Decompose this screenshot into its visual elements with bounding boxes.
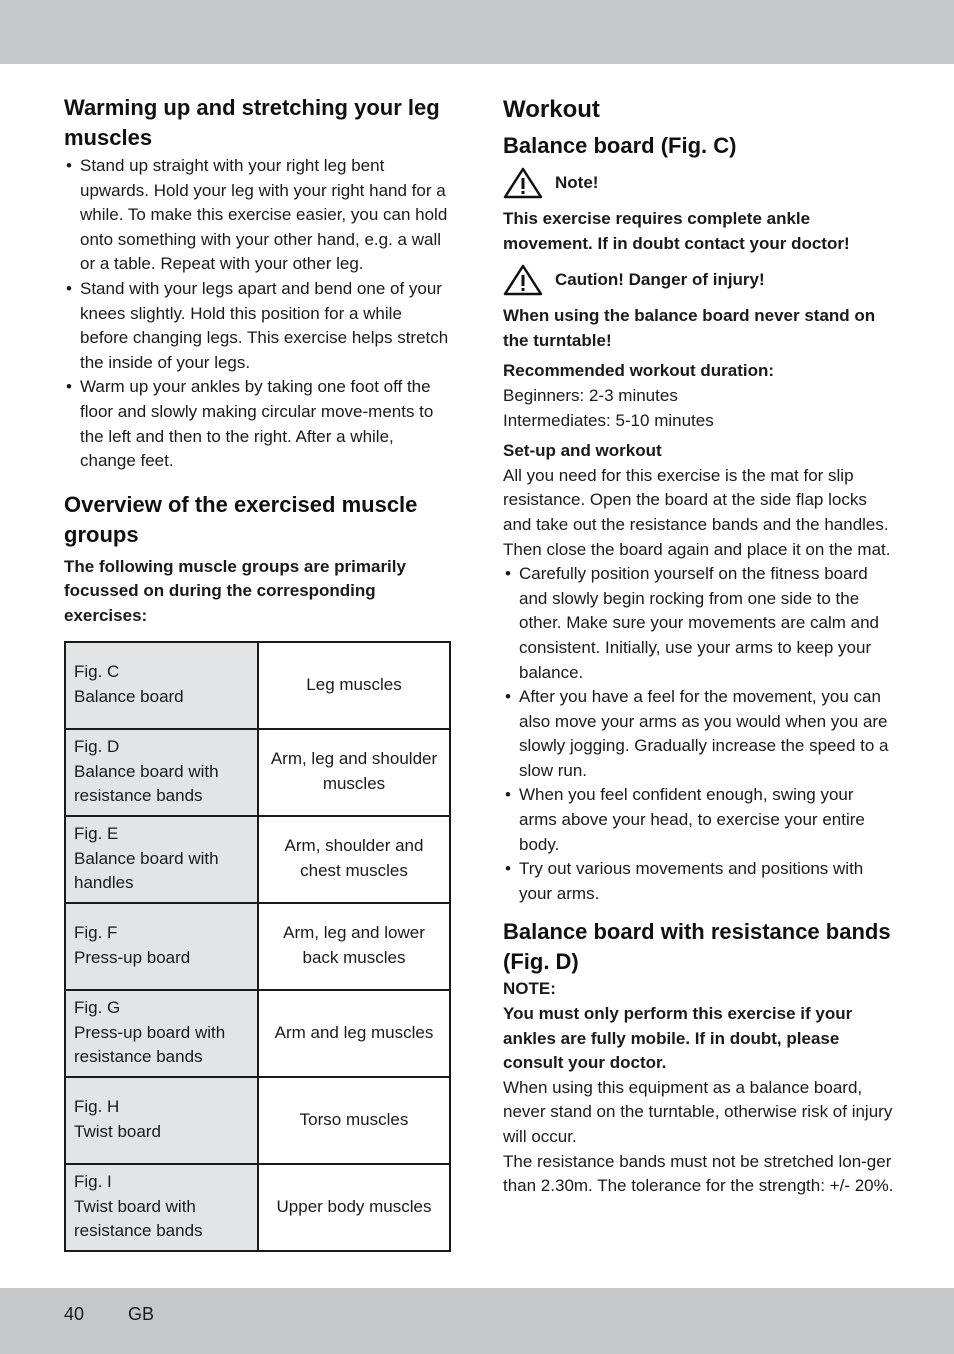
table-row bbox=[65, 903, 450, 990]
workout-heading: Workout bbox=[503, 96, 600, 123]
bands-note-text: You must only perform this exercise if your ankles are fully mobile. If in doubt, please consult your doctor. bbox=[503, 1004, 853, 1073]
muscles-cell: Arm, leg and shoulder muscles bbox=[258, 729, 450, 816]
bands-heading: Balance board with resistance bands (Fig. D) bbox=[503, 919, 891, 975]
figure-label: Fig. F bbox=[74, 923, 118, 943]
muscles-cell: Upper body muscles bbox=[258, 1164, 450, 1251]
table-row bbox=[65, 816, 450, 903]
exercise-cell bbox=[65, 1164, 258, 1251]
exercise-name: Balance board with handles bbox=[74, 848, 219, 893]
page-number: 40 bbox=[64, 1304, 85, 1324]
duration-beginners: Beginners: 2-3 minutes bbox=[503, 385, 678, 405]
figure-label: Fig. H bbox=[74, 1097, 120, 1117]
figure-label: Fig. D bbox=[74, 737, 120, 757]
list-item: • Stand up straight with your right leg bent upwards. Hold your leg with your right hand for a while. To make this exercise easier, you can hold onto something with your other hand, e.g. a wall or a table. Repeat with your other leg. bbox=[64, 154, 454, 277]
setup-text: All you need for this exercise is the mat for slip resistance. Open the board at the side flap locks and take out the resistance bands and the handles. Then close the board again and place it on the mat. bbox=[503, 465, 891, 559]
figure-label: Fig. E bbox=[74, 824, 119, 844]
right-column bbox=[503, 95, 895, 1199]
warmup-heading: Warming up and stretching your leg muscles bbox=[64, 95, 440, 150]
exercise-cell bbox=[65, 990, 258, 1077]
note-row bbox=[503, 165, 895, 201]
table-row bbox=[65, 1077, 450, 1164]
caution-text: When using the balance board never stand on the turntable! bbox=[503, 306, 876, 350]
warning-icon bbox=[503, 167, 543, 199]
exercise-cell bbox=[65, 816, 258, 903]
overview-heading: Overview of the exercised muscle groups bbox=[64, 491, 418, 547]
setup-list bbox=[503, 562, 895, 906]
bands-text-2: The resistance bands must not be stretched lon-ger than 2.30m. The tolerance for the strength: +/- 20%. bbox=[503, 1151, 894, 1196]
overview-intro: The following muscle groups are primarily focussed on during the corresponding exercises: bbox=[64, 556, 406, 625]
list-item: • Warm up your ankles by taking one foot off the floor and slowly making circular move-ments to the left and then to the right. After a while, change feet. bbox=[64, 375, 454, 473]
note-label: Note! bbox=[555, 173, 599, 192]
figure-label: Fig. G bbox=[74, 998, 121, 1018]
note-text: This exercise requires complete ankle movement. If in doubt contact your doctor! bbox=[503, 209, 850, 253]
exercise-name: Balance board bbox=[74, 687, 184, 706]
table-row bbox=[65, 642, 450, 729]
exercise-name: Press-up board bbox=[74, 948, 191, 967]
warmup-list bbox=[64, 154, 454, 474]
exercise-name: Balance board with resistance bands bbox=[74, 761, 219, 806]
muscle-groups-table bbox=[64, 641, 451, 1252]
duration-heading: Recommended workout duration: bbox=[503, 361, 775, 381]
figure-label: Fig. C bbox=[74, 662, 120, 682]
duration-intermediates: Intermediates: 5-10 minutes bbox=[503, 410, 714, 430]
exercise-cell bbox=[65, 729, 258, 816]
figure-label: Fig. I bbox=[74, 1172, 112, 1192]
left-column bbox=[64, 93, 454, 1252]
header-bar bbox=[0, 0, 954, 64]
warning-icon bbox=[503, 264, 543, 296]
muscles-cell: Arm, leg and lower back muscles bbox=[258, 903, 450, 990]
language-code: GB bbox=[128, 1304, 155, 1324]
muscles-cell: Leg muscles bbox=[258, 642, 450, 729]
exercise-name: Twist board with resistance bands bbox=[74, 1196, 203, 1241]
muscles-cell: Arm, shoulder and chest muscles bbox=[258, 816, 450, 903]
exercise-cell bbox=[65, 1077, 258, 1164]
list-item: • After you have a feel for the movement, you can also move your arms as you would when you are slowly jogging. Gradually increase the speed to a slow run. bbox=[503, 685, 895, 783]
table-row bbox=[65, 729, 450, 816]
balance-board-heading: Balance board (Fig. C) bbox=[503, 133, 737, 158]
exercise-name: Twist board bbox=[74, 1122, 161, 1141]
table-row bbox=[65, 1164, 450, 1251]
setup-heading: Set-up and workout bbox=[503, 441, 662, 461]
list-item: • When you feel confident enough, swing your arms above your head, to exercise your entire body. bbox=[503, 783, 895, 857]
muscles-cell: Torso muscles bbox=[258, 1077, 450, 1164]
list-item: • Carefully position yourself on the fitness board and slowly begin rocking from one side to the other. Make sure your movements are calm and consistent. Initially, use your arms to keep your balance. bbox=[503, 562, 895, 685]
bands-note-label: NOTE: bbox=[503, 979, 556, 999]
muscles-cell: Arm and leg muscles bbox=[258, 990, 450, 1077]
list-item: • Stand with your legs apart and bend one of your knees slightly. Hold this position for a while before changing legs. This exercise helps stretch the inside of your legs. bbox=[64, 277, 454, 375]
exercise-cell bbox=[65, 903, 258, 990]
table-row bbox=[65, 990, 450, 1077]
bands-text-1: When using this equipment as a balance board, never stand on the turntable, otherwise risk of injury will occur. bbox=[503, 1077, 893, 1146]
caution-label: Caution! Danger of injury! bbox=[555, 270, 765, 290]
exercise-name: Press-up board with resistance bands bbox=[74, 1022, 226, 1067]
caution-row bbox=[503, 262, 895, 298]
list-item: • Try out various movements and positions with your arms. bbox=[503, 857, 895, 906]
exercise-cell bbox=[65, 642, 258, 729]
